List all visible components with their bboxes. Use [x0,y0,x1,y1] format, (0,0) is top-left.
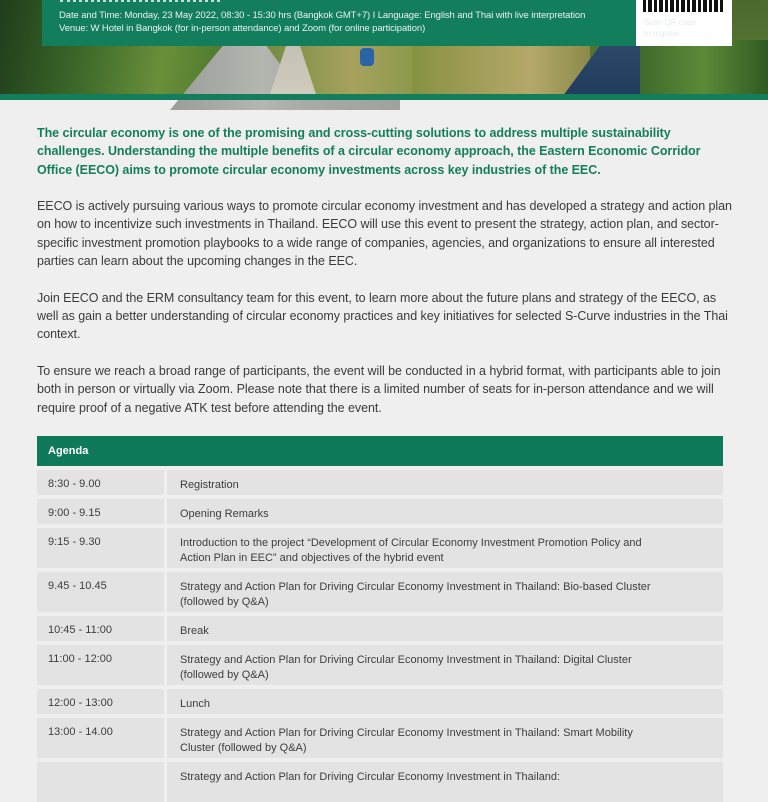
registration-qr-card[interactable] [636,0,732,46]
agenda-header: Agenda [37,436,723,466]
agenda-row [37,528,723,568]
agenda-item: Lunch [167,689,723,714]
agenda-item: Strategy and Action Plan for Driving Circular Economy Investment in Thailand: Digital Cluster (followed by Q&A) [167,645,723,685]
event-info-banner [42,0,652,46]
event-date-time: Date and Time: Monday, 23 May 2022, 08:30 - 15:30 hrs (Bangkok GMT+7) I Language: English and Thai with live interpretation [59,10,586,21]
agenda-time: 11:00 - 12:00 [37,645,164,685]
agenda-row [37,645,723,685]
body-paragraph: Join EECO and the ERM consultancy team for this event, to learn more about the future plans and strategy of the EECO, as well as gain a better understanding of circular economy practices and key initiatives for selected S-Curve industries in the Thai context. [37,290,728,342]
agenda-row [37,718,723,758]
qr-caption: to register [644,29,680,38]
agenda-time: 13:00 - 14.00 [37,718,164,758]
agenda-time: 9.45 - 10.45 [37,572,164,612]
agenda-time: 12:00 - 13:00 [37,689,164,714]
event-venue: Venue: W Hotel in Bangkok (for in-person attendance) and Zoom (for online participation) [59,23,426,34]
agenda-time: 10:45 - 11:00 [37,616,164,641]
agenda-table [37,436,723,802]
qr-caption: Scan QR code [644,18,697,27]
body-paragraph: EECO is actively pursuing various ways to promote circular economy investment and has developed a strategy and action plan on how to incentivize such investments in Thailand. EECO will use this event to present the strategy, action plan, and sector-specific investment promotion playbooks to a wide range of companies, agencies, and organizations to ensure all interested parties can learn about the upcoming changes in the EEC. [37,198,732,269]
hero-car [360,48,374,66]
agenda-row [37,470,723,495]
agenda-time: 8:30 - 9.00 [37,470,164,495]
agenda-time [37,762,164,802]
agenda-row [37,616,723,641]
agenda-item: Strategy and Action Plan for Driving Circular Economy Investment in Thailand: [167,762,723,802]
lead-paragraph: The circular economy is one of the promising and cross-cutting solutions to address multiple sustainability challenges. Understanding the multiple benefits of a circular economy approach, the Eastern Economic Corridor Office (EECO) aims to promote circular economy investments across key industries of the EEC. [37,126,701,177]
event-title-partial [60,0,220,2]
agenda-time: 9:00 - 9.15 [37,499,164,524]
agenda-row [37,689,723,714]
event-description [37,124,737,417]
hero-scenery [640,40,768,100]
agenda-item: Registration [167,470,723,495]
agenda-item: Opening Remarks [167,499,723,524]
divider [0,94,768,100]
qr-code-icon[interactable] [643,0,723,12]
agenda-item: Strategy and Action Plan for Driving Circular Economy Investment in Thailand: Smart Mobility Cluster (followed by Q&A) [167,718,723,758]
agenda-row [37,762,723,802]
hero-banner-image [0,0,768,96]
hero-scenery [390,40,590,100]
agenda-time: 9:15 - 9.30 [37,528,164,568]
agenda-row [37,499,723,524]
agenda-item: Strategy and Action Plan for Driving Circular Economy Investment in Thailand: Bio-based Cluster (followed by Q&A) [167,572,723,612]
agenda-row [37,572,723,612]
body-paragraph: To ensure we reach a broad range of participants, the event will be conducted in a hybrid format, with participants able to join both in person or virtually via Zoom. Please note that there is a limited number of seats for in-person attendance and we will require proof of a negative ATK test before attending the event. [37,363,721,415]
agenda-item: Break [167,616,723,641]
agenda-item: Introduction to the project “Development of Circular Economy Investment Promotion Policy and Action Plan in EEC” and objectives of the hybrid event [167,528,723,568]
